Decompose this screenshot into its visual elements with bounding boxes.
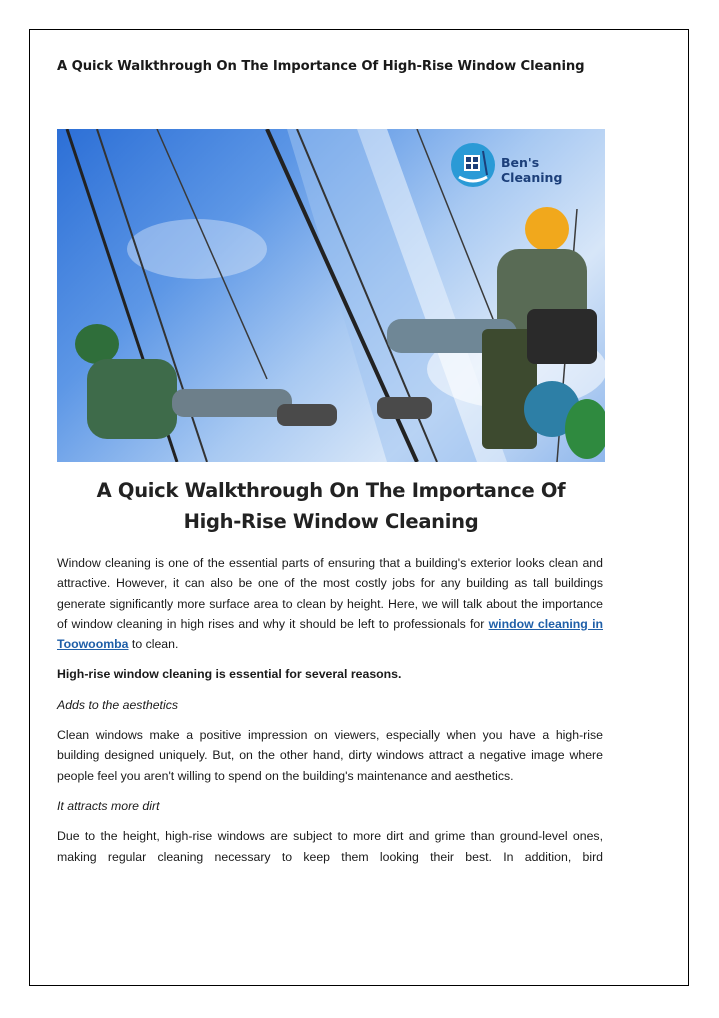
document-title: A Quick Walkthrough On The Importance Of High-Rise Window Cleaning xyxy=(57,59,585,74)
intro-end: to clean. xyxy=(128,637,179,652)
article-body xyxy=(57,553,603,877)
reasons-heading: High-rise window cleaning is essential for several reasons. xyxy=(57,667,402,682)
subheading-dirt: It attracts more dirt xyxy=(57,798,160,813)
hero-caption xyxy=(57,475,605,537)
aesthetics-paragraph: Clean windows make a positive impression on viewers, especially when you have a high-rise building designed uniquely. But, on the other hand, dirty windows attract a negative image where people feel you aren't willing to spend on the building's maintenance and aesthetics. xyxy=(57,728,603,783)
logo-text: Ben's Cleaning xyxy=(501,155,563,185)
intro-text: Window cleaning is one of the essential parts of ensuring that a building's exterior looks clean and attractive. However, it can also be one of the most costly jobs for any building as tall buildings generate significantly more surface area to clean by height. Here, we will talk about the importance of window cleaning in high rises and why it should be left to professionals for xyxy=(57,556,603,631)
toowoomba-cleaning-link[interactable]: window cleaning in Toowoomba xyxy=(57,616,603,652)
dirt-paragraph: Due to the height, high-rise windows are subject to more dirt and grime than ground-level ones, making regular cleaning necessary to keep them looking their best. In addition, bird xyxy=(57,829,603,864)
intro-paragraph xyxy=(57,553,603,654)
hero-caption-line-2: High-Rise Window Cleaning xyxy=(183,510,479,533)
window-cleaners-photo xyxy=(57,129,605,462)
hero-banner xyxy=(57,129,605,554)
hero-caption-line-1: A Quick Walkthrough On The Importance Of xyxy=(96,479,566,502)
subheading-aesthetics: Adds to the aesthetics xyxy=(57,697,178,712)
house-broom-icon xyxy=(449,141,497,189)
company-logo xyxy=(449,137,599,193)
